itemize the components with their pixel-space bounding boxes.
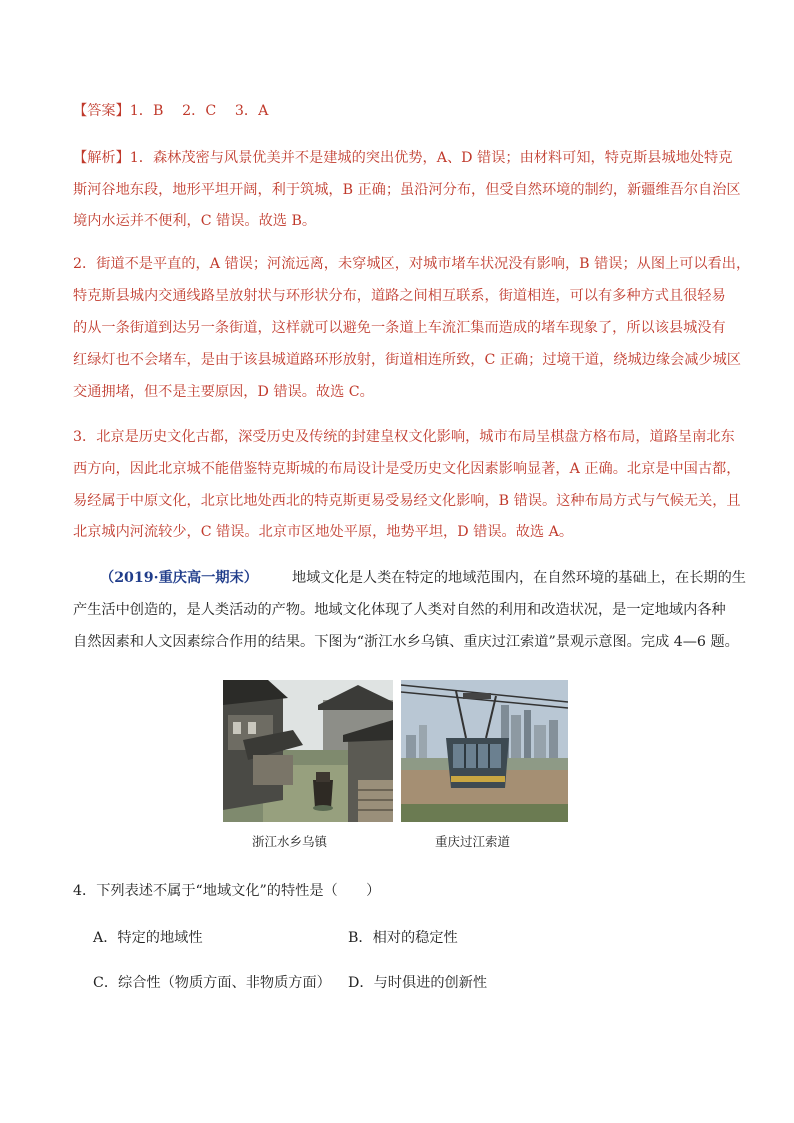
analysis-p1-line-1: 【解析】1．森林茂密与风景优美并不是建城的突出优势，A、D 错误；由材料可知，特克斯县城地处特克 [73,150,733,166]
material-source: （2019·重庆高一期末） [100,570,258,586]
analysis-p3-line-2: 西方向，因此北京城不能借鉴特克斯城的布局设计是受历史文化因素影响显著，A 正确。北京是中国古都， [73,461,741,477]
material-line-2: 产生活中创造的，是人类活动的产物。地域文化体现了人类对自然的利用和改造状况，是一定地域内各种 [73,602,726,618]
analysis-p2-line-2: 特克斯县城内交通线路呈放射状与环形状分布，道路之间相互联系，街道相连，可以有多种方式且很轻易 [73,288,726,304]
analysis-p3-line-1: 3．北京是历史文化古都，深受历史及传统的封建皇权文化影响，城市布局呈棋盘方格布局，道路呈南北东 [73,429,735,445]
analysis-tag: 【解析】 [73,150,130,166]
answer-line [73,101,268,121]
material-line-3: 自然因素和人文因素综合作用的结果。下图为“浙江水乡乌镇、重庆过江索道”景观示意图。完成 4—6 题。 [73,634,739,650]
wuzhen-caption: 浙江水乡乌镇 [252,834,328,849]
answer-text: 1．B 2．C 3．A [129,103,269,119]
analysis-p2-line-5: 交通拥堵，但不是主要原因，D 错误。故选 C。 [73,384,374,400]
chongqing-caption: 重庆过江索道 [435,834,511,849]
option-b: B．相对的稳定性 [348,930,458,946]
answer-tag: 【答案】 [73,103,130,119]
analysis-p2-line-4: 红绿灯也不会堵车，是由于该县城道路环形放射，街道相连所致，C 正确；过境干道，绕城边缘会减少城区 [73,352,741,368]
question-4-stem: 4．下列表述不属于“地域文化”的特性是（ ） [73,883,381,899]
chongqing-cablecar-photo [401,680,568,822]
analysis-p3-line-4: 北京城内河流较少，C 错误。北京市区地处平原，地势平坦，D 错误。故选 A。 [73,524,574,540]
wuzhen-photo [223,680,393,822]
option-c: C．综合性（物质方面、非物质方面） [93,975,331,991]
option-d: D．与时俱进的创新性 [348,975,488,991]
analysis-p1-line-3: 境内水运并不便利，C 错误。故选 B。 [73,213,317,229]
option-a: A．特定的地域性 [93,930,203,946]
material-line-1: （2019·重庆高一期末） 地域文化是人类在特定的地域范围内，在自然环境的基础上，在长期的生 [100,570,746,586]
analysis-p2-line-3: 的从一条街道到达另一条街道，这样就可以避免一条道上车流汇集而造成的堵车现象了，所以该县城没有 [73,320,726,336]
analysis-p1-line-2: 斯河谷地东段，地形平坦开阔，利于筑城，B 正确；虽沿河分布，但受自然环境的制约，新疆维吾尔自治区 [73,182,741,198]
analysis-p2-line-1: 2．街道不是平直的，A 错误；河流远离，未穿城区，对城市堵车状况没有影响，B 错误；从图上可以看出， [73,256,751,272]
analysis-p3-line-3: 易经属于中原文化，北京比地处西北的特克斯更易受易经文化影响，B 错误。这种布局方式与气候无关，且 [73,493,741,509]
